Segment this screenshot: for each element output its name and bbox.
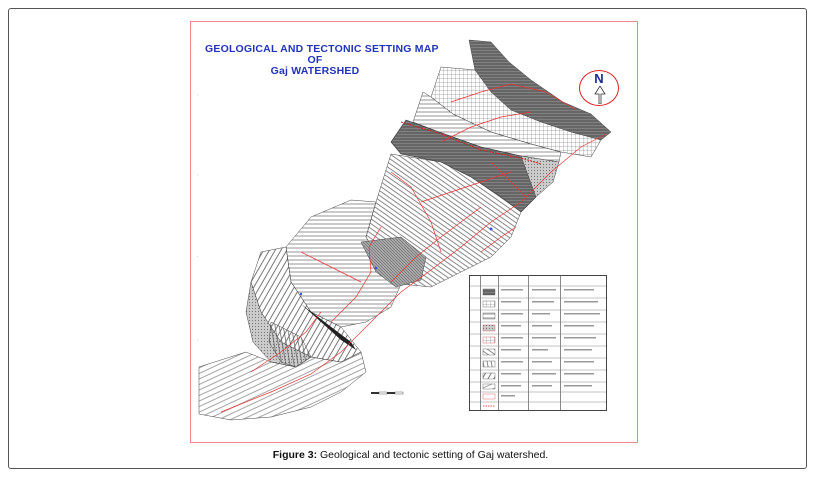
figure-container [8, 8, 807, 469]
scale-bar [371, 390, 405, 396]
water-body [375, 267, 378, 270]
water-body [490, 228, 493, 231]
north-label: N [594, 71, 604, 86]
map-title-line-2: OF [307, 54, 323, 66]
lat-label: · [197, 92, 199, 97]
figure-caption-text: Geological and tectonic setting of Gaj watershed. [317, 449, 549, 461]
legend-rows [470, 276, 606, 410]
geological-map [190, 21, 638, 443]
figure-label: Figure 3: [272, 449, 318, 461]
map-title-line-1: GEOLOGICAL AND TECTONIC SETTING MAP [205, 43, 439, 55]
map-legend [469, 275, 607, 411]
water-body [300, 293, 302, 295]
lat-label: · [197, 254, 199, 259]
north-arrow-circle [579, 70, 619, 106]
north-arrow-icon [594, 86, 606, 104]
map-title-line-3: Gaj WATERSHED [270, 65, 360, 77]
lat-label: · [197, 338, 199, 343]
figure-caption [1, 449, 819, 461]
lat-label: · [197, 172, 199, 177]
